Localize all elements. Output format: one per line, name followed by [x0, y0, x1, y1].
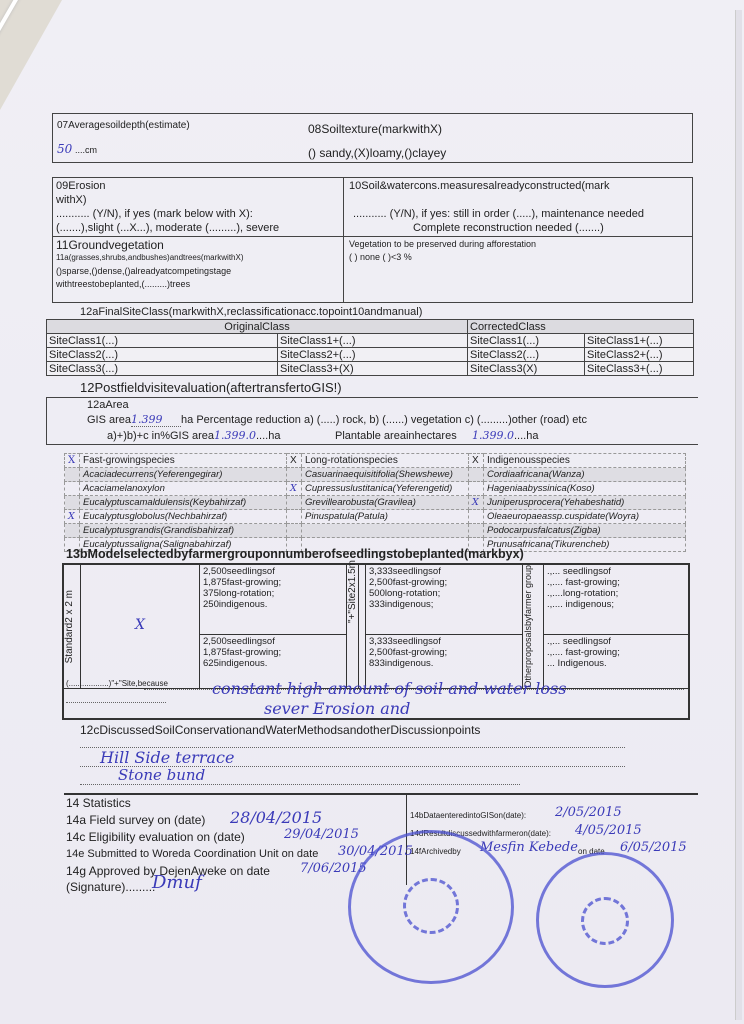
species-name: Grevillearobusta(Gravilea)	[302, 496, 469, 510]
gis-area-prefix: GIS area	[87, 414, 132, 426]
species-name	[302, 524, 469, 538]
species-name: Pinuspatula(Patula)	[302, 510, 469, 524]
species-mark[interactable]	[287, 468, 302, 482]
ground-veg-options[interactable]: ()sparse,()dense,()alreadyatcompetingstage	[56, 266, 232, 276]
because-handwriting-2[interactable]: sever Erosion and	[264, 699, 411, 718]
reduction-suffix: ....ha	[256, 430, 281, 442]
species-row	[65, 482, 686, 496]
option-line: .,... seedlingsof	[547, 635, 611, 647]
gis-area-value[interactable]: 1.399	[131, 413, 181, 427]
option-line: 2,500seedlingsof	[203, 635, 275, 647]
folded-corner	[0, 0, 62, 110]
result-discussed-date[interactable]: 4/05/2015	[575, 823, 642, 838]
site-class-cell[interactable]: SiteClass2(...)	[47, 348, 278, 362]
submitted-label: 14e Submitted to Woreda Coordination Unit on date	[66, 848, 319, 860]
model-table	[63, 560, 690, 689]
species-row	[65, 496, 686, 510]
species-mark[interactable]	[469, 510, 484, 524]
site-option-a[interactable]	[366, 565, 523, 635]
species-name: Eucalyptusglobolus(Nechbahirzaf)	[80, 510, 287, 524]
species-mark[interactable]	[469, 482, 484, 496]
species-mark[interactable]	[469, 468, 484, 482]
species-mark[interactable]	[65, 468, 80, 482]
official-stamp-left	[348, 830, 514, 984]
discussion-handwriting-1[interactable]: Hill Side terrace	[100, 748, 235, 767]
approved-date[interactable]: 7/06/2015	[300, 861, 367, 876]
site-class-cell[interactable]: SiteClass3(...)	[47, 362, 278, 376]
species-mark[interactable]	[287, 524, 302, 538]
species-row	[65, 524, 686, 538]
standard-label: Standard2 x 2 m	[64, 589, 75, 663]
swc-yn[interactable]: ........... (Y/N), if yes: still in order (.....), maintenance needed	[353, 208, 645, 220]
species-mark[interactable]: X	[65, 510, 80, 524]
species-name: Acaciamelanoxylon	[80, 482, 287, 496]
plantable-suffix: ....ha	[513, 430, 539, 442]
other-proposals-label: Otherproposalsbyfarmer group	[523, 565, 533, 688]
option-line: .,.... fast-growing;	[547, 577, 620, 588]
option-line: 250indigenous.	[203, 599, 268, 610]
option-line: .,.... indigenous;	[547, 599, 615, 610]
result-discussed-label: 14dResultdiscussedwithfarmeron(date):	[410, 829, 551, 838]
soil-depth-label: 07Averagesoildepth(estimate)	[57, 120, 190, 131]
erosion-label: 09Erosion	[56, 180, 106, 192]
field-survey-date[interactable]: 28/04/2015	[230, 808, 323, 827]
page-edge	[735, 10, 742, 1020]
species-row	[65, 468, 686, 482]
site-class-cell[interactable]: SiteClass2+(...)	[585, 348, 694, 362]
option-line: ... Indigenous.	[547, 657, 607, 669]
standard-option-a[interactable]	[200, 565, 347, 635]
species-mark[interactable]: X	[287, 482, 302, 496]
species-name: Hageniaabyssinica(Koso)	[484, 482, 686, 496]
other-option-a[interactable]	[544, 565, 690, 635]
site-class-cell[interactable]: SiteClass1+(...)	[585, 334, 694, 348]
fast-growing-mark[interactable]: X	[65, 454, 80, 468]
soil-depth-unit: ....cm	[75, 145, 97, 155]
erosion-yn[interactable]: ........... (Y/N), if yes (mark below with X):	[56, 208, 253, 220]
plantable-value[interactable]: 1.399.0	[471, 429, 514, 442]
gis-entered-label: 14bDataenteredintoGISon(date):	[410, 811, 527, 820]
option-line: 500long-rotation;	[369, 588, 441, 599]
stamp-emblem-icon	[403, 878, 459, 934]
indigenous-header: Indigenousspecies	[484, 454, 686, 468]
archived-date-label: on date	[578, 847, 605, 856]
option-line: 1,875fast-growing;	[203, 646, 282, 658]
swc-label: 10Soil&watercons.measuresalreadyconstructed(mark	[349, 180, 610, 192]
veg-preserved-options[interactable]: ( ) none ( )<3 %	[349, 252, 412, 262]
species-mark[interactable]	[469, 524, 484, 538]
archived-by-name[interactable]: Mesfin Kebede	[480, 840, 578, 855]
species-mark[interactable]	[65, 524, 80, 538]
species-name: Eucalyptuscamaldulensis(Keybahirzaf)	[80, 496, 287, 510]
signature-label: (Signature).........	[66, 880, 156, 894]
species-name: Eucalyptusgrandis(Grandisbahirzaf)	[80, 524, 287, 538]
site-class-row	[47, 348, 694, 362]
plantable-line	[335, 429, 538, 442]
reduction-prefix: a)+)b)+c in%GIS area	[107, 430, 214, 442]
discussion-line[interactable]	[80, 784, 520, 785]
erosion-severity[interactable]: (.......),slight (...X...), moderate (.........), severe	[56, 222, 280, 234]
option-line: .,.... fast-growing;	[547, 646, 620, 658]
because-label: (..................)"+"Site,because	[66, 679, 168, 688]
model-title: 13bModelselectedbyfarmergrouponnumberofseedlingstobeplanted(markbyx)	[66, 547, 524, 561]
submitted-date[interactable]: 30/04/2015	[338, 844, 413, 859]
fast-growing-header: Fast-growingspecies	[80, 454, 287, 468]
section-07-08	[52, 113, 693, 163]
option-line: 3,333seedlingsof	[369, 566, 441, 577]
species-mark[interactable]	[65, 496, 80, 510]
veg-preserved-label: Vegetation to be preserved during afforestation	[349, 239, 536, 249]
discussion-title: 12cDiscussedSoilConservationandWaterMethodsandotherDiscussionpoints	[80, 723, 481, 737]
area-label: 12aArea	[87, 399, 129, 411]
option-line: 833indigenous.	[369, 657, 434, 669]
reduction-value[interactable]: 1.399.0	[214, 429, 256, 442]
species-name: Oleaeuropaeassp.cuspidate(Woyra)	[484, 510, 686, 524]
archived-date[interactable]: 6/05/2015	[620, 840, 687, 855]
species-name: Prunusafricana(Tikurencheb)	[484, 538, 686, 552]
stats-divider	[64, 793, 698, 795]
species-mark[interactable]	[65, 482, 80, 496]
area-section	[46, 397, 698, 445]
ground-veg-label: 11Groundvegetation	[56, 238, 164, 252]
erosion-label-2: withX)	[56, 194, 87, 206]
species-row	[65, 510, 686, 524]
site-class-cell[interactable]: SiteClass3+(X)	[278, 362, 468, 376]
site-class-cell[interactable]: SiteClass2(...)	[468, 348, 585, 362]
model-row	[64, 565, 690, 635]
species-name: Eucalyptussaligna(Salignabahirzaf)	[80, 538, 287, 552]
post-field-title: 12Postfieldvisitevaluation(aftertransfertoGIS!)	[80, 380, 342, 395]
indigenous-mark[interactable]: X	[469, 454, 484, 468]
site-class-table	[46, 319, 694, 376]
species-table	[64, 453, 686, 552]
gis-area-suffix: ha Percentage reduction a) (.....) rock, b) (......) vegetation c) (.........)other (road) etc	[181, 414, 587, 426]
field-survey-label: 14a Field survey on (date)	[66, 813, 206, 827]
gis-entered-date[interactable]: 2/05/2015	[555, 805, 622, 820]
option-line: 625indigenous.	[203, 657, 268, 669]
section-09-11	[52, 177, 693, 303]
option-line: .,....long-rotation;	[547, 588, 619, 599]
site-class-cell[interactable]: SiteClass1+(...)	[278, 334, 468, 348]
species-name: Cordiaafricana(Wanza)	[484, 468, 686, 482]
eligibility-date[interactable]: 29/04/2015	[284, 827, 359, 842]
discussion-handwriting-2[interactable]: Stone bund	[118, 766, 206, 784]
site-class-cell[interactable]: SiteClass1(...)	[468, 334, 585, 348]
site-class-row	[47, 362, 694, 376]
gis-area-line	[87, 413, 587, 427]
model-section	[62, 560, 690, 720]
option-line: 2,500fast-growing;	[369, 577, 448, 588]
archived-by-label: 14fArchivedby	[410, 847, 461, 856]
species-mark[interactable]	[287, 510, 302, 524]
eligibility-label: 14c Eligibility evaluation on (date)	[66, 830, 245, 844]
species-header-row	[65, 454, 686, 468]
site-class-title: 12aFinalSiteClass(markwithX,reclassificationacc.topoint10andmanual)	[80, 306, 423, 318]
species-name: Acaciadecurrens(Yeferengegirar)	[80, 468, 287, 482]
soil-texture-label: 08Soiltexture(markwithX)	[308, 122, 443, 136]
stats-title: 14 Statistics	[66, 796, 131, 810]
species-name: Juniperusprocera(Yehabeshatid)	[484, 496, 686, 510]
soil-depth-value[interactable]: 50	[57, 142, 73, 156]
approved-label: 14g Approved by DejenAweke on date	[66, 864, 270, 878]
option-line: 3,333seedlingsof	[369, 635, 441, 647]
species-name: Casuarinaequisitifolia(Shewshewe)	[302, 468, 469, 482]
site-class-row	[47, 334, 694, 348]
site-class-cell[interactable]: SiteClass3(X)	[468, 362, 585, 376]
option-line: 1,875fast-growing;	[203, 577, 282, 588]
original-class-header: OriginalClass	[47, 320, 468, 334]
ground-veg-11a: 11a(grasses,shrubs,andbushes)andtrees(markwithX)	[56, 253, 244, 262]
soil-texture-options[interactable]: () sandy,(X)loamy,()clayey	[308, 146, 447, 160]
ground-veg-trees[interactable]: withtreestobeplanted,(.........)trees	[56, 279, 191, 289]
site-2x15-label: "+"Site2x1.5m	[347, 560, 358, 623]
corrected-class-header: CorrectedClass	[468, 320, 694, 334]
option-line: 375long-rotation;	[203, 588, 275, 599]
option-line: 2,500fast-growing;	[369, 646, 448, 658]
standard-mark[interactable]: X	[135, 617, 145, 634]
site-class-header-row	[47, 320, 694, 334]
long-rotation-header: Long-rotationspecies	[302, 454, 469, 468]
reduction-line	[107, 429, 280, 442]
because-handwriting-1[interactable]: constant high amount of soil and water loss	[212, 679, 567, 698]
species-mark[interactable]	[287, 496, 302, 510]
long-rotation-mark[interactable]: X	[287, 454, 302, 468]
option-line: .,... seedlingsof	[547, 566, 611, 577]
site-class-cell[interactable]: SiteClass1(...)	[47, 334, 278, 348]
option-line: 333indigenous;	[369, 599, 434, 610]
site-class-cell[interactable]: SiteClass2+(...)	[278, 348, 468, 362]
swc-reconstruction[interactable]: Complete reconstruction needed (.......)	[413, 222, 604, 234]
species-name: Cupressuslustitanica(Yeferengetid)	[302, 482, 469, 496]
official-stamp-right	[536, 852, 674, 988]
site-class-cell[interactable]: SiteClass3+(...)	[585, 362, 694, 376]
signature[interactable]: Dmuf	[152, 872, 202, 893]
stamp-emblem-icon	[581, 897, 629, 945]
option-line: 2,500seedlingsof	[203, 566, 275, 577]
plantable-label: Plantable areainhectares	[335, 430, 457, 442]
species-name: Podocarpusfalcatus(Zigba)	[484, 524, 686, 538]
species-mark[interactable]: X	[469, 496, 484, 510]
